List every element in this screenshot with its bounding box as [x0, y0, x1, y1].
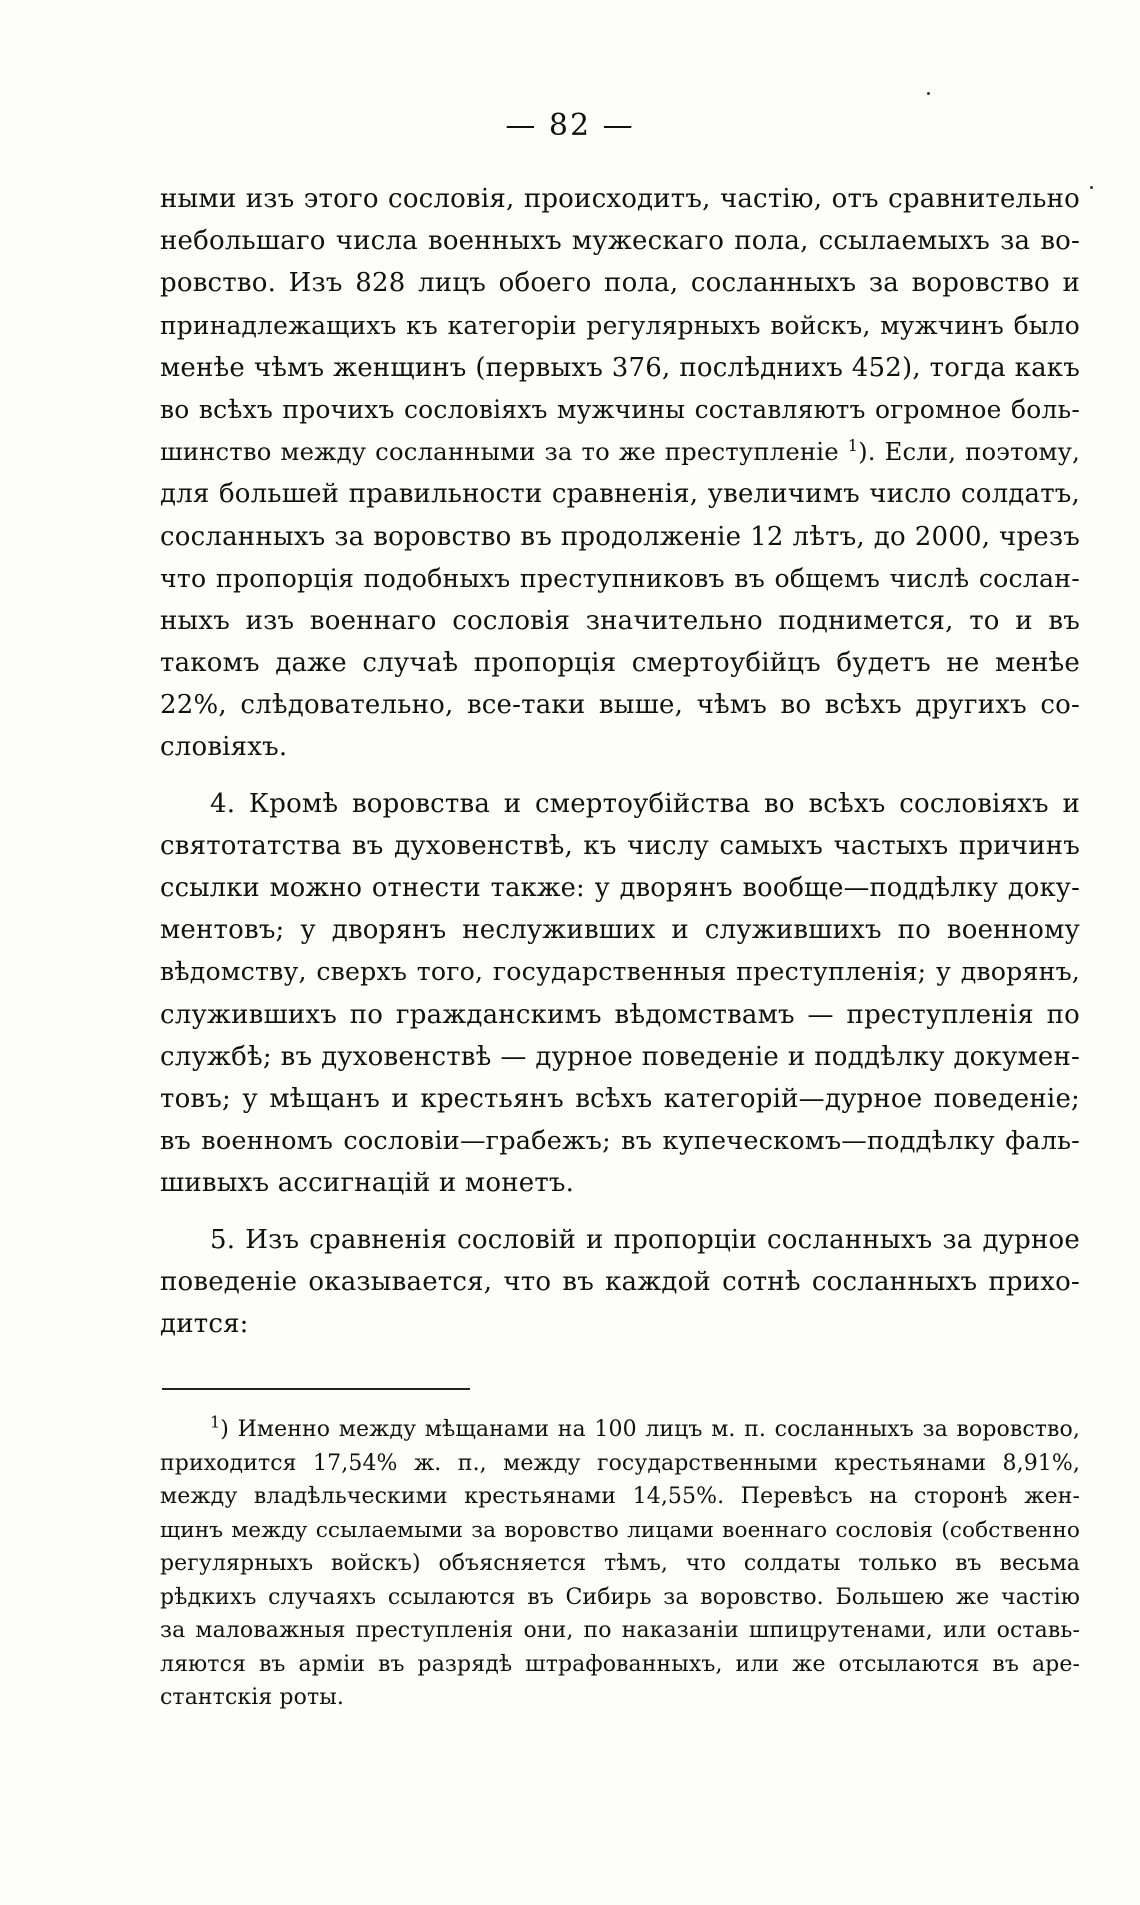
footnote	[160, 1413, 1080, 1715]
paragraph-continuation	[160, 178, 1080, 769]
text-line: менѣе чѣмъ женщинъ (первыхъ 376, послѣднихъ 452), тогда какъ	[160, 352, 1080, 383]
footnote-line: щинъ между ссылаемыми за воровство лицами военнаго сословія (собственно	[160, 1517, 1080, 1543]
text-line: ными изъ этого сословія, происходитъ, частію, отъ сравнительно	[160, 184, 1080, 214]
text-line: словіяхъ.	[160, 732, 288, 763]
text-line: ментовъ; у дворянъ неслуживших и служившихъ по военному	[160, 915, 1080, 946]
text-line: для большей правильности сравненія, увеличимъ число солдатъ,	[160, 479, 1080, 510]
text-line: дится:	[160, 1308, 249, 1339]
text-line: 22%, слѣдовательно, все-таки выше, чѣмъ во всѣхъ другихъ со-	[160, 690, 1080, 721]
text-line-with-footnote	[160, 431, 1080, 473]
text-line: сосланныхъ за воровство въ продолженіе 12 лѣтъ, до 2000, чрезъ	[160, 521, 1080, 552]
footnote-line: рѣдкихъ случаяхъ ссылаются въ Сибирь за воровство. Большею же частію	[160, 1584, 1080, 1610]
text-line: принадлежащихъ къ категоріи регулярныхъ войскъ, мужчинъ было	[160, 310, 1080, 340]
footnote-line: ляются въ арміи въ разрядѣ штрафованныхъ, или же отсылаются въ аре-	[160, 1651, 1080, 1677]
text-line: 4. Кромѣ воровства и смертоубійства во всѣхъ сословіяхъ и	[210, 788, 1080, 819]
footnote-reference: 1	[847, 436, 859, 456]
footnote-line: между владѣльческими крестьянами 14,55%. Перевѣсъ на сторонѣ жен-	[160, 1484, 1080, 1509]
paragraph-5	[160, 1219, 1080, 1346]
text-line: въ военномъ сословіи—грабежъ; въ купеческомъ—поддѣлку фаль-	[160, 1126, 1080, 1157]
text-line: святотатства въ духовенствѣ, къ числу самыхъ частыхъ причинъ	[160, 830, 1080, 861]
text-line: поведеніе оказывается, что въ каждой сотнѣ сосланныхъ прихо-	[160, 1266, 1080, 1297]
page-number: — 82 —	[505, 108, 635, 143]
text-line: небольшаго числа военныхъ мужескаго пола, ссылаемыхъ за во-	[160, 226, 1080, 257]
text-segment: шинство между сосланными за то же преступленіе	[160, 437, 839, 467]
footnote-line: стантскія роты.	[160, 1685, 344, 1710]
paragraph-4	[160, 783, 1080, 1205]
footnote-line	[160, 1413, 1080, 1447]
text-line: ныхъ изъ военнаго сословія значительно поднимется, то и въ	[160, 605, 1080, 636]
footnote-line: приходится 17,54% ж. п., между государственными крестьянами 8,91%,	[160, 1450, 1080, 1476]
footnote-divider	[162, 1388, 470, 1390]
text-line: вѣдомству, сверхъ того, государственныя преступленія; у дворянъ,	[160, 957, 1080, 987]
print-speck	[927, 92, 930, 95]
footnote-line: регулярныхъ войскъ) объясняется тѣмъ, что солдаты только въ весьма	[160, 1551, 1080, 1576]
footnote-marker: 1	[210, 1412, 221, 1432]
main-text	[160, 178, 1080, 1345]
print-speck	[1090, 186, 1093, 189]
text-line: во всѣхъ прочихъ сословіяхъ мужчины составляютъ огромное боль-	[160, 394, 1080, 424]
footnote-line: за маловажныя преступленія они, по наказаніи шпицрутенами, или оставь-	[160, 1618, 1080, 1643]
text-line: что пропорція подобныхъ преступниковъ въ общемъ числѣ сослан-	[160, 563, 1080, 593]
text-line: ровство. Изъ 828 лицъ обоего пола, сосланныхъ за воровство и	[160, 268, 1080, 299]
text-line: службѣ; въ духовенствѣ — дурное поведеніе и поддѣлку докумен-	[160, 1041, 1080, 1072]
text-segment: ). Если, поэтому,	[858, 437, 1080, 467]
text-line: ссылки можно отнести также: у дворянъ вообще—поддѣлку доку-	[160, 873, 1080, 903]
text-line: шивыхъ ассигнацій и монетъ.	[160, 1168, 575, 1199]
text-segment: ) Именно между мѣщанами на 100 лицъ м. п. сосланныхъ за воровство,	[220, 1417, 1080, 1442]
text-line: такомъ даже случаѣ пропорція смертоубійцъ будетъ не менѣе	[160, 648, 1080, 679]
text-line: 5. Изъ сравненія сословій и пропорціи сосланныхъ за дурное	[210, 1224, 1080, 1255]
text-line: товъ; у мѣщанъ и крестьянъ всѣхъ категорій—дурное поведеніе;	[160, 1083, 1080, 1114]
text-line: служившихъ по гражданскимъ вѣдомствамъ — преступленія по	[160, 999, 1080, 1030]
